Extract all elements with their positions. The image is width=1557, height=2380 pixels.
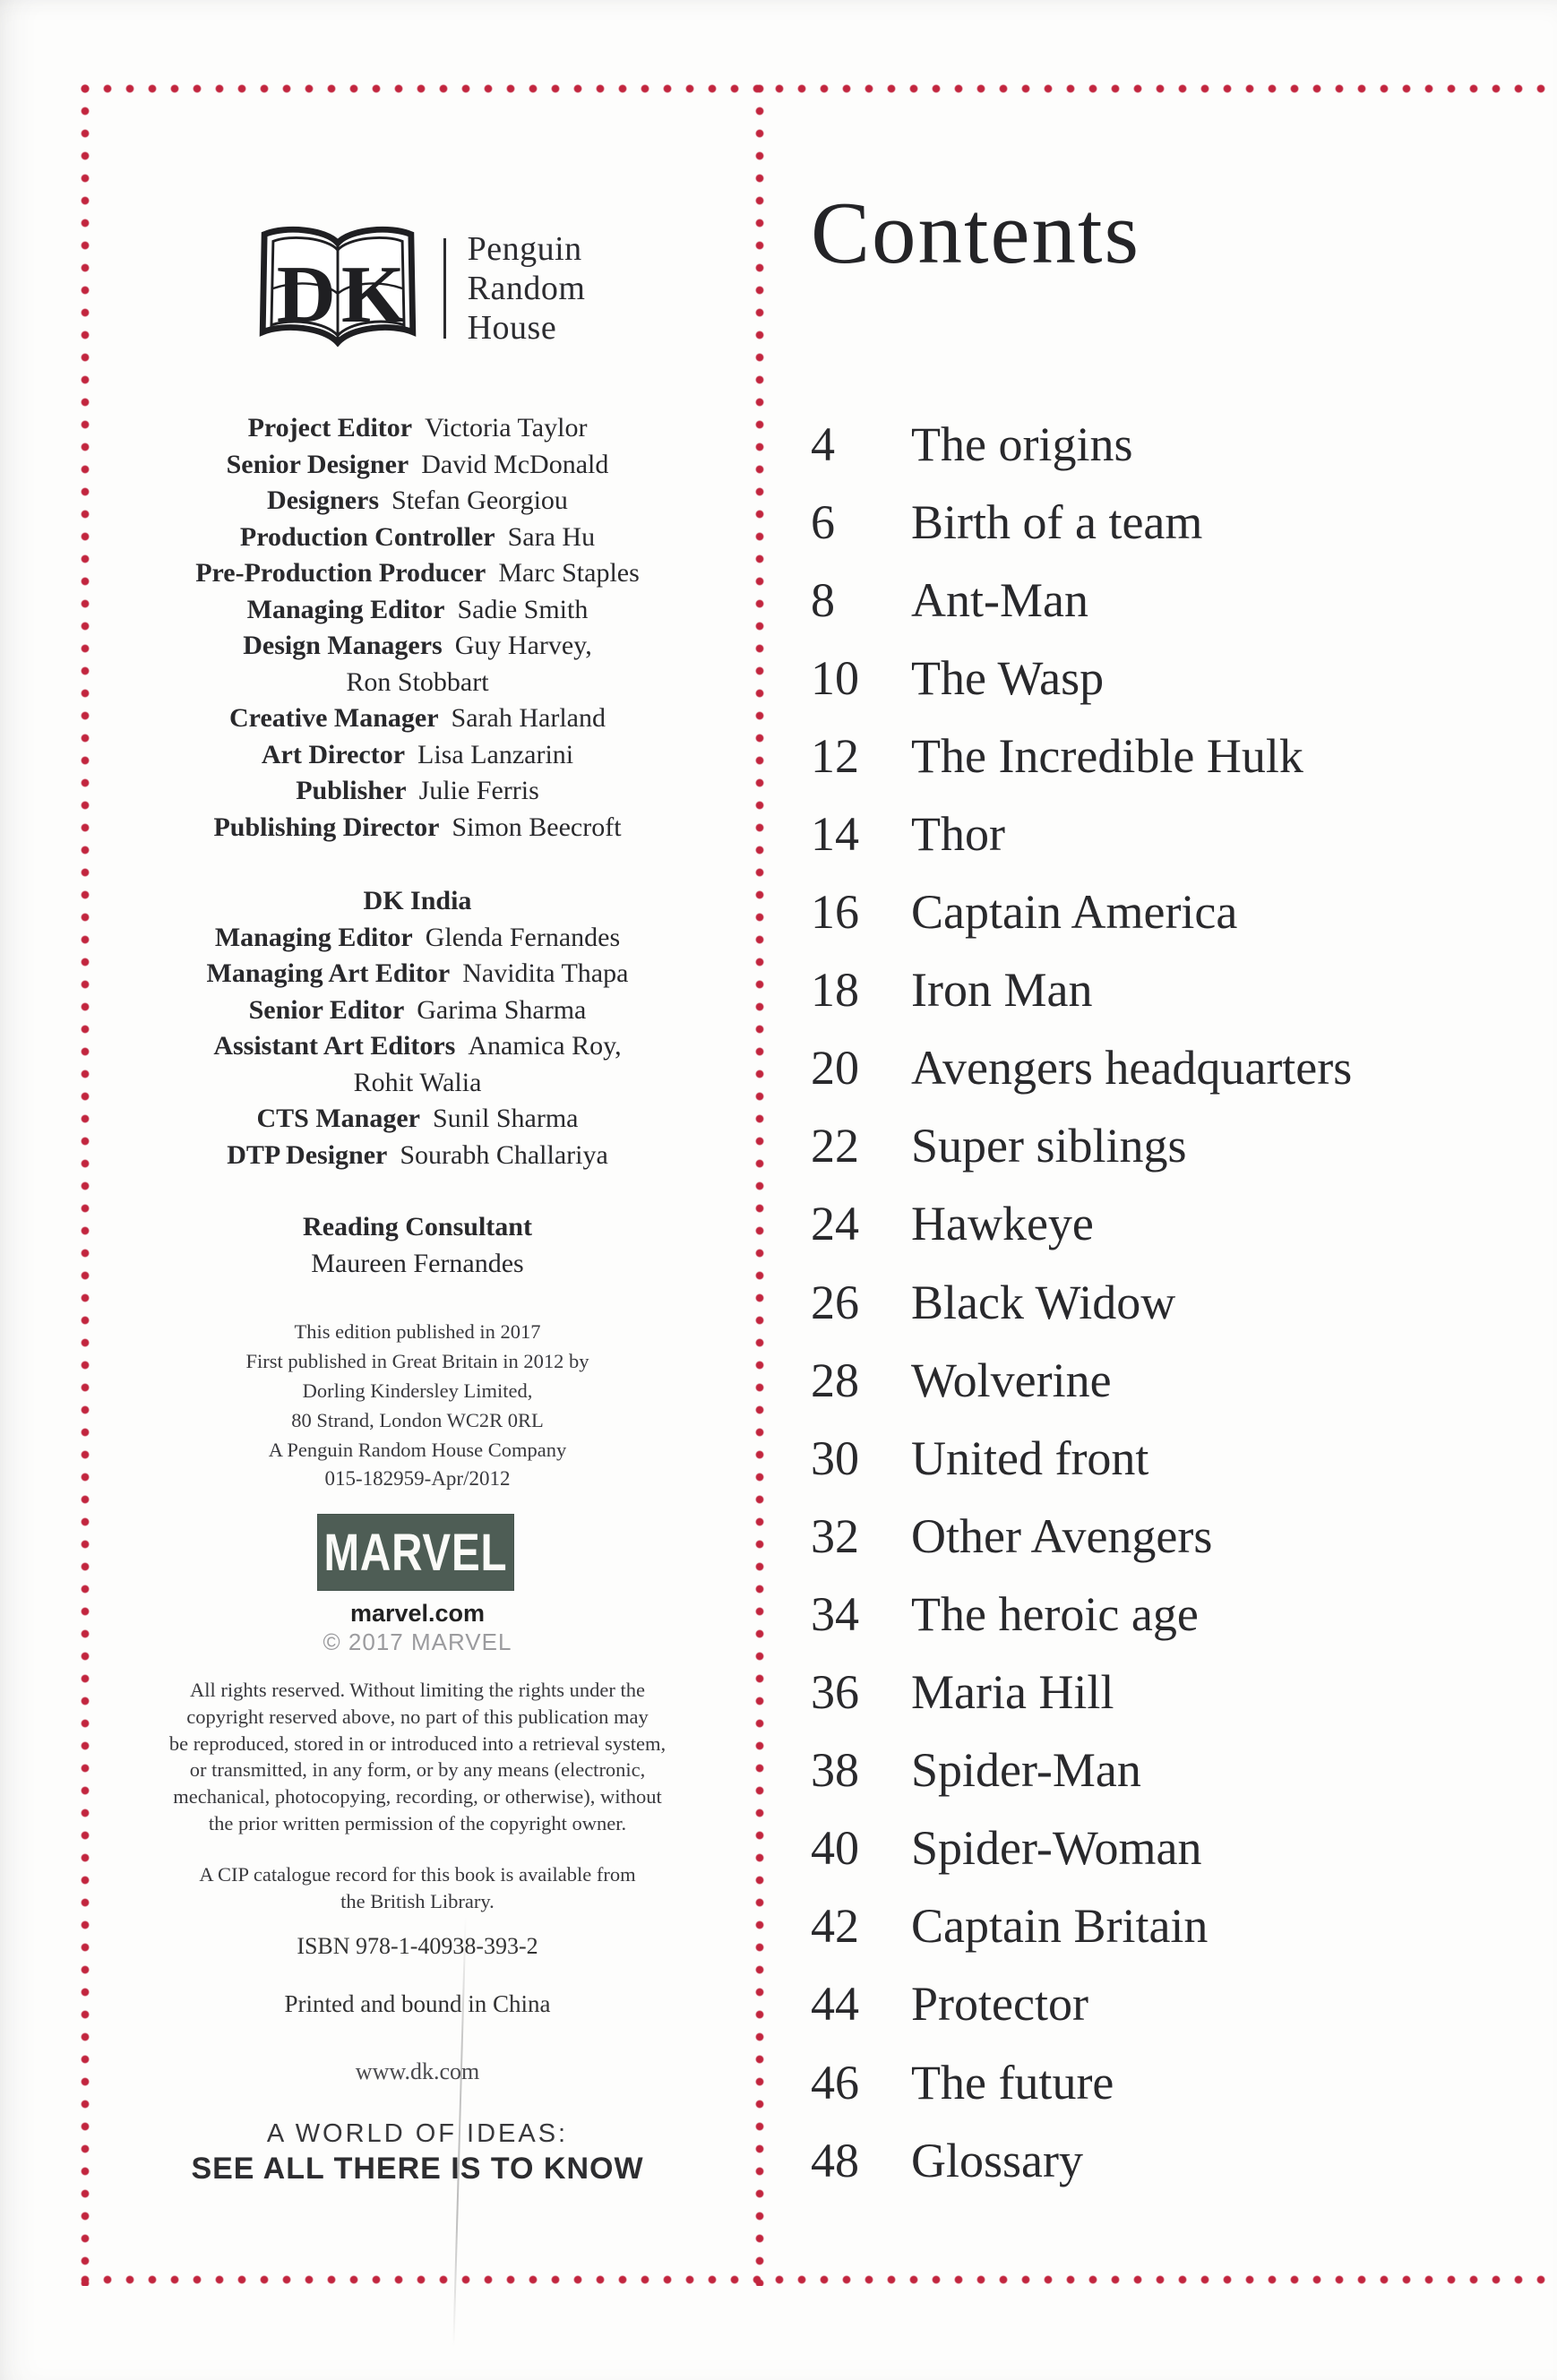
toc-chapter-title: The Incredible Hulk [911, 728, 1303, 783]
cip-notice [93, 1861, 742, 1915]
toc-page-number: 28 [811, 1353, 859, 1407]
toc-page-number: 38 [811, 1743, 859, 1798]
text-line: 80 Strand, London WC2R 0RL [291, 1409, 544, 1431]
credit-line [93, 555, 742, 592]
imprint-line: Random [467, 270, 586, 307]
toc-page-number: 26 [811, 1275, 859, 1329]
toc-chapter-title: Black Widow [911, 1275, 1176, 1329]
toc-page-number: 44 [811, 1977, 859, 2032]
dk-tagline-line1: A WORLD OF IDEAS: [266, 2119, 569, 2148]
print-run-code: 015-182959-Apr/2012 [324, 1467, 511, 1490]
toc-chapter-title: Captain America [911, 885, 1238, 940]
credit-role: CTS Manager [256, 1104, 420, 1133]
credit-role: Design Managers [243, 631, 443, 660]
credit-name: Garima Sharma [417, 994, 587, 1025]
reading-consultant-role: Reading Consultant [303, 1212, 532, 1242]
toc-page-number: 42 [811, 1899, 859, 1954]
toc-chapter-title: Avengers headquarters [911, 1041, 1353, 1095]
toc-page-number: 30 [811, 1431, 859, 1485]
text-line: the prior written permission of the copyright owner. [208, 1811, 627, 1834]
imprint-line: Penguin [467, 230, 582, 268]
credit-role: DTP Designer [227, 1139, 388, 1170]
border-left-dots [79, 82, 91, 2286]
toc-chapter-title: Iron Man [911, 963, 1093, 1018]
isbn: ISBN 978-1-40938-393-2 [297, 1933, 538, 1959]
credit-line [93, 483, 742, 520]
toc-entry [811, 1107, 1518, 1185]
credit-line [93, 1138, 742, 1174]
marvel-website: marvel.com [349, 1600, 486, 1627]
toc-list [811, 405, 1518, 2199]
toc-entry [811, 717, 1518, 795]
dk-tagline-line2: SEE ALL THERE IS TO KNOW [191, 2152, 644, 2186]
toc-entry [811, 1887, 1518, 1965]
credit-role: Managing Art Editor [206, 958, 451, 988]
credit-name: Navidita Thapa [462, 958, 629, 988]
dk-logo-icon [250, 220, 426, 357]
toc-entry [811, 795, 1518, 872]
edition-info-block [93, 1317, 742, 1465]
toc-page-number: 22 [811, 1119, 859, 1173]
dk-india-credits-list [93, 920, 742, 1174]
credit-role: Publisher [296, 776, 407, 805]
text-line: A Penguin Random House Company [268, 1439, 567, 1461]
contents-title: Contents [811, 185, 1141, 282]
dk-website: www.dk.com [355, 2058, 480, 2084]
credit-role: Assistant Art Editors [213, 1031, 456, 1061]
toc-entry [811, 1029, 1518, 1107]
credit-name: David McDonald [421, 449, 609, 479]
credit-name: Marc Staples [498, 558, 640, 588]
toc-entry [811, 2121, 1518, 2199]
credit-role: Creative Manager [229, 703, 439, 733]
text-line: First published in Great Britain in 2012 by [245, 1350, 589, 1372]
credit-line [93, 665, 742, 701]
credit-line [93, 737, 742, 774]
credit-name: Guy Harvey, [454, 631, 592, 660]
toc-entry [811, 639, 1518, 717]
reading-consultant-name: Maureen Fernandes [311, 1248, 524, 1278]
printed-in: Printed and bound in China [284, 1990, 551, 2017]
toc-page-number: 24 [811, 1197, 859, 1251]
toc-entry [811, 1419, 1518, 1497]
toc-page-number: 34 [811, 1586, 859, 1641]
toc-page-number: 18 [811, 963, 859, 1018]
credit-name: Glenda Fernandes [425, 922, 621, 952]
logo-separator [443, 238, 446, 339]
credit-name: Sunil Sharma [433, 1104, 579, 1133]
toc-chapter-title: Super siblings [911, 1119, 1187, 1173]
text-line: A CIP catalogue record for this book is available from [199, 1863, 636, 1886]
text-line: This edition published in 2017 [294, 1320, 541, 1343]
toc-page-number: 40 [811, 1821, 859, 1876]
credit-role: Senior Editor [248, 994, 405, 1025]
credit-role: Designers [267, 485, 380, 515]
dk-india-section [93, 883, 742, 1173]
uk-credits-list [93, 410, 742, 846]
toc-page-number: 6 [811, 494, 835, 549]
toc-chapter-title: Spider-Man [911, 1743, 1141, 1798]
toc-page-number: 14 [811, 807, 859, 862]
credit-line [93, 592, 742, 629]
toc-page-number: 8 [811, 572, 835, 627]
toc-page-number: 10 [811, 650, 859, 705]
toc-chapter-title: The Wasp [911, 650, 1105, 705]
credit-role: Managing Editor [214, 922, 413, 952]
credit-role: Senior Designer [226, 449, 409, 479]
toc-chapter-title: The future [911, 2055, 1114, 2109]
column-divider-dots [753, 82, 766, 2286]
toc-entry [811, 483, 1518, 561]
credit-line [93, 810, 742, 846]
credit-name: Anamica Roy, [468, 1031, 622, 1061]
toc-chapter-title: Spider-Woman [911, 1821, 1202, 1876]
credit-line [93, 1101, 742, 1138]
toc-entry [811, 873, 1518, 951]
toc-entry [811, 1965, 1518, 2043]
credit-line [93, 773, 742, 810]
credit-name: Ron Stobbart [346, 666, 489, 697]
credit-name: Sadie Smith [457, 594, 589, 624]
toc-page-number: 16 [811, 885, 859, 940]
text-line: be reproduced, stored in or introduced into a retrieval system, [168, 1731, 667, 1755]
credit-name: Lisa Lanzarini [417, 739, 574, 769]
credit-name: Rohit Walia [353, 1067, 482, 1097]
svg-text:D: D [276, 248, 336, 340]
toc-chapter-title: Wolverine [911, 1353, 1112, 1407]
toc-chapter-title: United front [911, 1431, 1149, 1485]
toc-page-number: 4 [811, 417, 835, 471]
text-line: All rights reserved. Without limiting the rights under the [190, 1679, 645, 1701]
toc-entry [811, 2043, 1518, 2121]
credit-name: Sarah Harland [451, 703, 606, 733]
toc-entry [811, 1575, 1518, 1653]
credit-role: Managing Editor [246, 594, 445, 624]
toc-chapter-title: Maria Hill [911, 1665, 1114, 1720]
credit-name: Julie Ferris [418, 776, 539, 805]
credit-name: Sara Hu [507, 521, 596, 552]
credit-role: Pre-Production Producer [195, 558, 486, 588]
credit-line [93, 410, 742, 447]
border-bottom-dots [79, 2273, 1557, 2286]
toc-page-number: 12 [811, 728, 859, 783]
toc-chapter-title: Other Avengers [911, 1508, 1213, 1563]
credit-role: Production Controller [239, 521, 495, 552]
text-line: copyright reserved above, no part of this publication may [186, 1705, 649, 1728]
credit-name: Simon Beecroft [452, 812, 622, 842]
toc-entry [811, 1731, 1518, 1809]
credit-line [93, 1065, 742, 1102]
toc-page-number: 48 [811, 2133, 859, 2187]
text-line: or transmitted, in any form, or by any means (electronic, [189, 1758, 646, 1782]
toc-entry [811, 405, 1518, 483]
credit-line [93, 520, 742, 556]
toc-entry [811, 1654, 1518, 1731]
marvel-copyright: © 2017 MARVEL [323, 1628, 512, 1655]
toc-entry [811, 1497, 1518, 1575]
toc-chapter-title: The heroic age [911, 1586, 1199, 1641]
border-top-dots [79, 82, 1557, 95]
credit-line [93, 956, 742, 992]
toc-page-number: 46 [811, 2055, 859, 2109]
text-line: mechanical, photocopying, recording, or otherwise), without [173, 1785, 662, 1809]
toc-chapter-title: Ant-Man [911, 572, 1088, 627]
toc-chapter-title: The origins [911, 417, 1133, 471]
toc-entry [811, 1341, 1518, 1419]
toc-chapter-title: Protector [911, 1977, 1088, 2032]
imprint-name [468, 229, 586, 348]
text-line: Dorling Kindersley Limited, [302, 1379, 533, 1402]
publisher-logo-block [93, 220, 742, 357]
toc-entry [811, 951, 1518, 1029]
credit-name: Stefan Georgiou [391, 485, 568, 515]
toc-page-number: 36 [811, 1665, 859, 1720]
credit-line [93, 1028, 742, 1065]
toc-chapter-title: Glossary [911, 2133, 1083, 2187]
toc-entry [811, 1185, 1518, 1263]
reading-consultant-block [93, 1209, 742, 1282]
toc-page-number: 32 [811, 1508, 859, 1563]
credit-line [93, 700, 742, 737]
credit-role: Publishing Director [213, 812, 440, 842]
credit-name: Victoria Taylor [425, 413, 588, 442]
marvel-logo [317, 1514, 514, 1591]
toc-chapter-title: Birth of a team [911, 494, 1203, 549]
toc-entry [811, 1263, 1518, 1341]
toc-entry [811, 561, 1518, 639]
dk-india-heading: DK India [363, 886, 472, 915]
credit-line [93, 447, 742, 484]
credit-line [93, 992, 742, 1029]
credit-line [93, 628, 742, 665]
toc-entry [811, 1809, 1518, 1887]
toc-chapter-title: Hawkeye [911, 1197, 1094, 1251]
imprint-line: House [467, 309, 557, 347]
text-line: the British Library. [340, 1890, 495, 1912]
credit-role: Art Director [261, 739, 406, 769]
credit-name: Sourabh Challariya [400, 1139, 608, 1170]
svg-text:K: K [340, 248, 405, 340]
rights-notice [93, 1677, 742, 1837]
toc-page-number: 20 [811, 1041, 859, 1095]
marvel-logo-text: MARVEL [323, 1523, 508, 1582]
credit-role: Project Editor [247, 413, 413, 442]
toc-chapter-title: Captain Britain [911, 1899, 1209, 1954]
toc-chapter-title: Thor [911, 807, 1005, 862]
credit-line [93, 920, 742, 957]
